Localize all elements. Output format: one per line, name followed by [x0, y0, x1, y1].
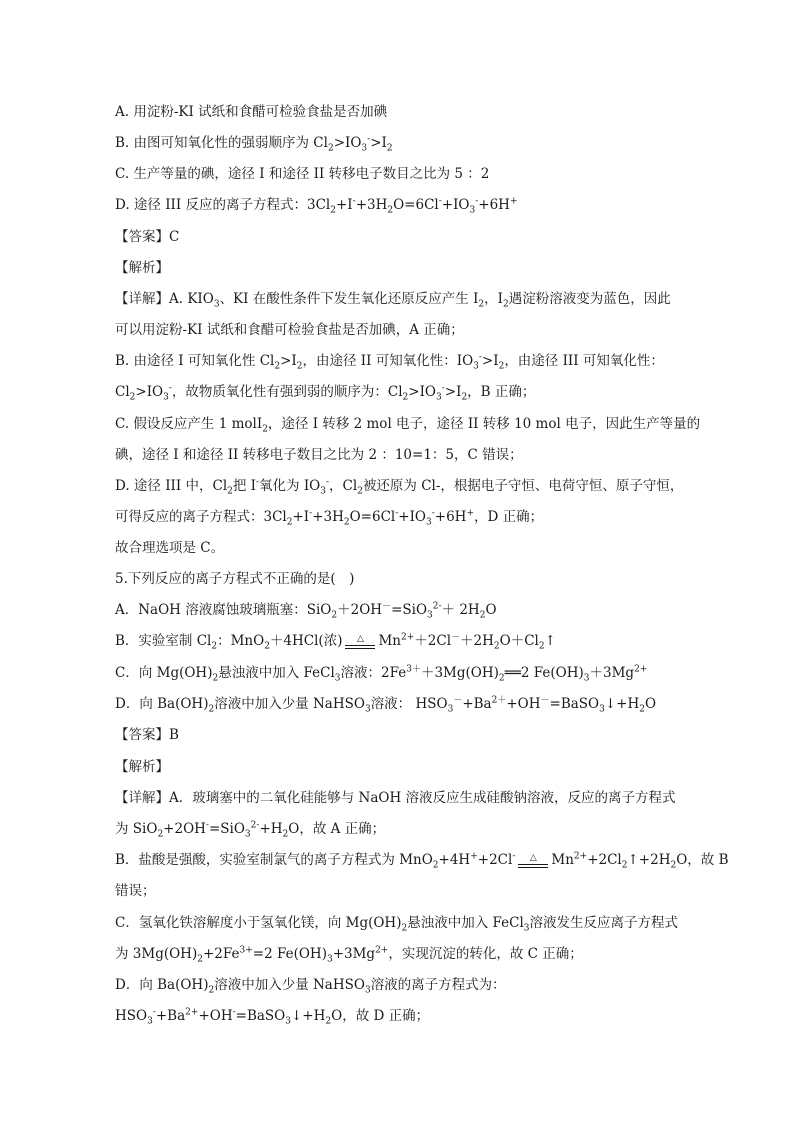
q4-detail-line-7: D. 途径 III 中，$Cl_2$把 I-氧化为 $IO_3^-$，$Cl_2$被还原为 Cl-，根据电子守恒、电荷守恒、原子守恒，	[115, 477, 684, 497]
q5-detail-line-1: 【详解】A．玻璃塞中的二氧化硅能够与 NaOH 溶液反应生成硅酸钠溶液，反应的离子方程式	[115, 790, 676, 806]
q4-detail-line-5: C. 假设反应产生 1 molI$_2$，途径 I 转移 2 mol 电子，途径 II 转移 10 mol 电子，因此生产等量的	[115, 416, 701, 435]
q4-answer: 【答案】C	[115, 229, 180, 245]
q4-conclusion: 故合理选项是 C。	[115, 540, 225, 556]
heating-equilibrium-sign: △	[345, 635, 375, 649]
q4-detail-line-8: 可得反应的离子方程式：$3Cl_2+I^-+3H_2O=6Cl^-+IO_3^-+6H^+$，D 正确；	[115, 508, 544, 528]
q5-option-c: C．向 $Mg(OH)_2$悬浊液中加入 FeCl$_3$溶液：$2Fe^{3+}+3Mg(OH)_2══2$ $Fe(OH)_3+3Mg^{2+}$	[115, 664, 648, 684]
q5-detail-line-3: B．盐酸是强酸，实验室制氯气的离子方程式为 MnO$_2$+4H++2Cl- △ $Mn^{2+}+2Cl_2↑+2H_2O$，故 B	[115, 851, 729, 871]
q5-detail-line-8: $HSO_3^-+Ba^{2+}+OH^-=BaSO_3↓+H_2O$，故 D 正确；	[115, 1007, 430, 1027]
q4-option-a: A. 用淀粉-KI 试纸和食醋可检验食盐是否加碘	[115, 104, 388, 120]
q4-option-d: D. 途径 III 反应的离子方程式：$3Cl_2+I^-+3H_2O=6Cl^-+IO_3^-+6H^+$	[115, 196, 518, 216]
q4-option-b: B. 由图可知氧化性的强弱顺序为 $Cl_2>IO_3^->I_2$	[115, 134, 393, 154]
heating-equilibrium-sign-2: △	[518, 854, 548, 868]
q4-detail-line-1: 【详解】A. $KIO_3$、KI 在酸性条件下发生氧化还原反应产生 $I_2$，$I_2$遇淀粉溶液变为蓝色，因此	[115, 291, 671, 310]
q5-detail-line-5: C．氢氧化铁溶解度小于氢氧化镁，向 $Mg(OH)_2$悬浊液中加入 FeCl$_3$溶液发生反应离子方程式	[115, 915, 678, 934]
q5-answer: 【答案】B	[115, 727, 179, 743]
q5-option-d: D．向 $Ba(OH)_2$溶液中加入少量 NaHSO$_3$溶液： $HSO_3^-+Ba^{2+}+OH^-=BaSO_3↓+H_2O$	[115, 695, 657, 715]
q4-detail-line-3: B. 由途径 I 可知氧化性 $Cl_2>I_2$，由途径 II 可知氧化性：$IO_3^->I_2$，由途径 III 可知氧化性：	[115, 352, 664, 372]
q5-detail-line-6: 为 $3Mg(OH)_2+2Fe^{3+}=2$ $Fe(OH)_3+3Mg^{2+}$，实现沉淀的转化，故 C 正确；	[115, 945, 583, 965]
q4-detail-line-2: 可以用淀粉-KI 试纸和食醋可检验食盐是否加碘，A 正确；	[115, 322, 464, 338]
q4-detail-line-4: $Cl_2>IO_3^-$，故物质氧化性有强到弱的顺序为：$Cl_2>IO_3^->I_2$，B 正确；	[115, 383, 536, 403]
q5-option-b: B．实验室制 $Cl_2$：MnO$_2$＋4HCl(浓) △ $Mn^{2+}+2Cl^-+2H_2O+Cl_2↑$	[115, 632, 556, 652]
q4-detail-line-6: 碘，途径 I 和途径 II 转移电子数目之比为 2 ：10=1：5，C 错误；	[115, 447, 523, 463]
q5-analysis-heading: 【解析】	[115, 759, 169, 775]
q5-detail-line-7: D．向 $Ba(OH)_2$溶液中加入少量 NaHSO$_3$溶液的离子方程式为：	[115, 977, 506, 996]
q5-detail-line-4: 错误；	[115, 883, 156, 899]
q5-option-a: A．NaOH 溶液腐蚀玻璃瓶塞：$SiO_2+2OH^-=SiO_3^{2-}+ 2H_2O$	[115, 601, 497, 621]
q5-detail-line-2: 为 $SiO_2+2OH^-=SiO_3^{2-}+H_2O$，故 A 正确；	[115, 820, 386, 840]
q4-option-c: C. 生产等量的碘，途径 I 和途径 II 转移电子数目之比为 5 ：2	[115, 166, 490, 182]
q4-analysis-heading: 【解析】	[115, 260, 169, 276]
q5-stem: 5.下列反应的离子方程式不正确的是( )	[115, 571, 355, 587]
